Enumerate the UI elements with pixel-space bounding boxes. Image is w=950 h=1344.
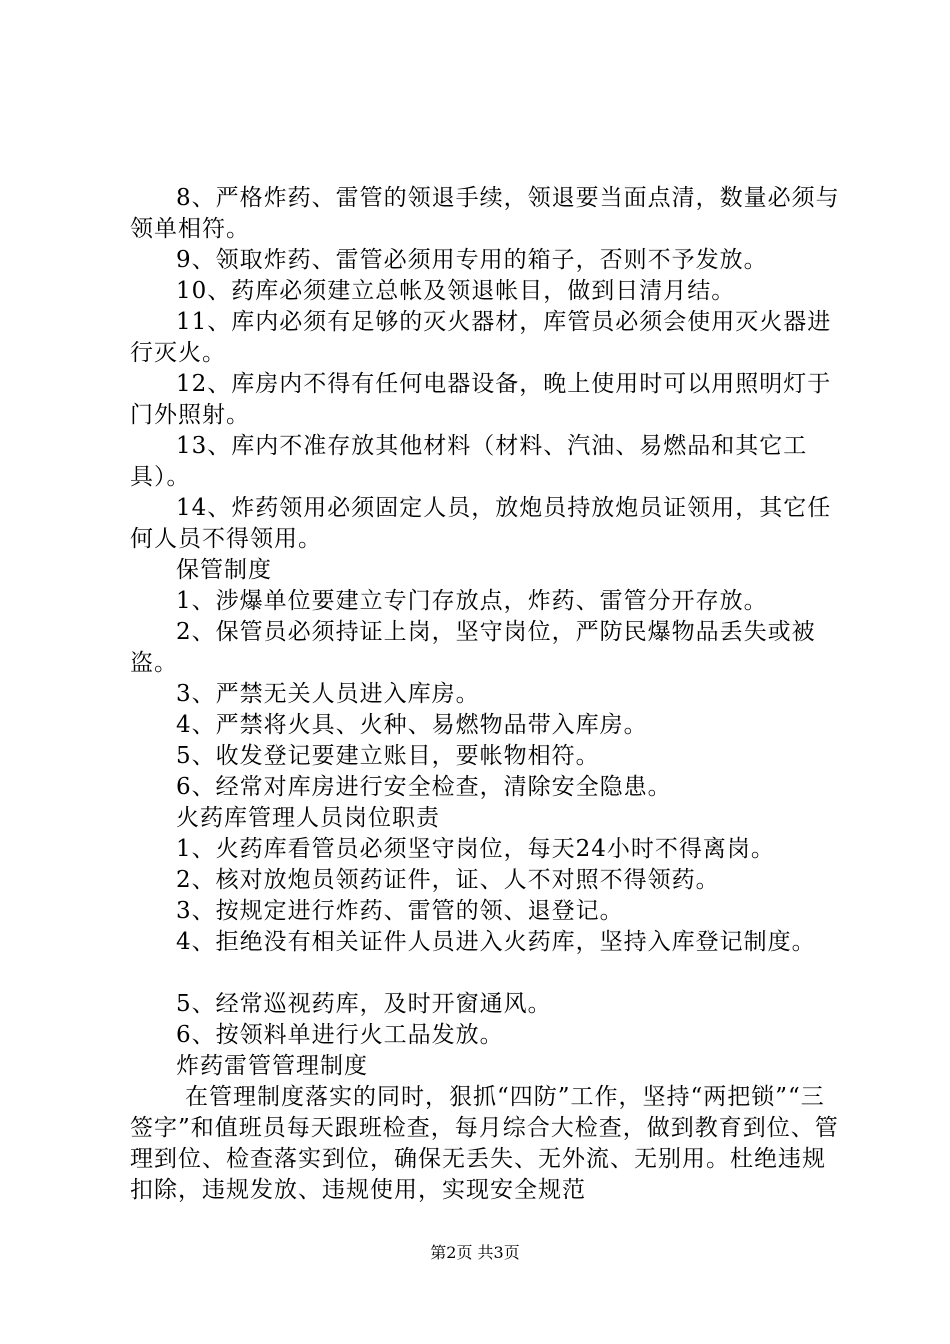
paragraph-duty-2: 2、核对放炮员领药证件，证、人不对照不得领药。: [176, 867, 720, 893]
paragraph-duty-1: 1、火药库看管员必须坚守岗位，每天24小时不得离岗。: [176, 836, 775, 862]
paragraph-storage-1: 1、涉爆单位要建立专门存放点，炸药、雷管分开存放。: [176, 588, 768, 614]
paragraph-rule-9: 9、领取炸药、雷管必须用专用的箱子，否则不予发放。: [176, 247, 768, 273]
paragraph-rule-8: 8、严格炸药、雷管的领退手续，领退要当面点清，数量必须与领单相符。: [130, 185, 840, 242]
paragraph-storage-4: 4、严禁将火具、火种、易燃物品带入库房。: [176, 712, 648, 738]
paragraph-storage-6: 6、经常对库房进行安全检查，清除安全隐患。: [176, 774, 672, 800]
paragraph-duty-3: 3、按规定进行炸药、雷管的领、退登记。: [176, 898, 624, 924]
paragraph-rule-14: 14、炸药领用必须固定人员，放炮员持放炮员证领用，其它任何人员不得领用。: [130, 495, 832, 552]
paragraph-duty-6: 6、按领料单进行火工品发放。: [176, 1022, 504, 1048]
paragraph-rule-12: 12、库房内不得有任何电器设备，晚上使用时可以用照明灯于门外照射。: [130, 371, 832, 428]
section-heading-explosives: 炸药雷管管理制度: [176, 1053, 368, 1079]
paragraph-storage-3: 3、严禁无关人员进入库房。: [176, 681, 480, 707]
paragraph-duty-5: 5、经常巡视药库，及时开窗通风。: [176, 991, 552, 1017]
paragraph-rule-13: 13、库内不准存放其他材料（材料、汽油、易燃品和其它工具）。: [130, 433, 808, 490]
paragraph-storage-2: 2、保管员必须持证上岗，坚守岗位，严防民爆物品丢失或被盗。: [130, 619, 816, 676]
paragraph-storage-5: 5、收发登记要建立账目，要帐物相符。: [176, 743, 600, 769]
paragraph-rule-10: 10、药库必须建立总帐及领退帐目，做到日清月结。: [176, 278, 736, 304]
page-number: 第2页 共3页: [430, 1243, 520, 1262]
paragraph-rule-11: 11、库内必须有足够的灭火器材，库管员必须会使用灭火器进行灭火。: [130, 309, 832, 366]
document-body: [130, 183, 840, 1206]
page-footer: [0, 1243, 950, 1263]
section-heading-duties: 火药库管理人员岗位职责: [176, 805, 440, 831]
section-heading-storage: 保管制度: [176, 557, 272, 583]
paragraph-duty-4: 4、拒绝没有相关证件人员进入火药库，坚持入库登记制度。: [176, 929, 816, 955]
paragraph-explosives-body: 在管理制度落实的同时，狠抓“四防”工作，坚持“两把锁”“三签字”和值班员每天跟班检查，每月综合大检查，做到教育到位、管理到位、检查落实到位，确保无丢失、无外流、无别用。杜绝违规扣除，违规发放、违规使用，实现安全规范: [130, 1084, 839, 1203]
